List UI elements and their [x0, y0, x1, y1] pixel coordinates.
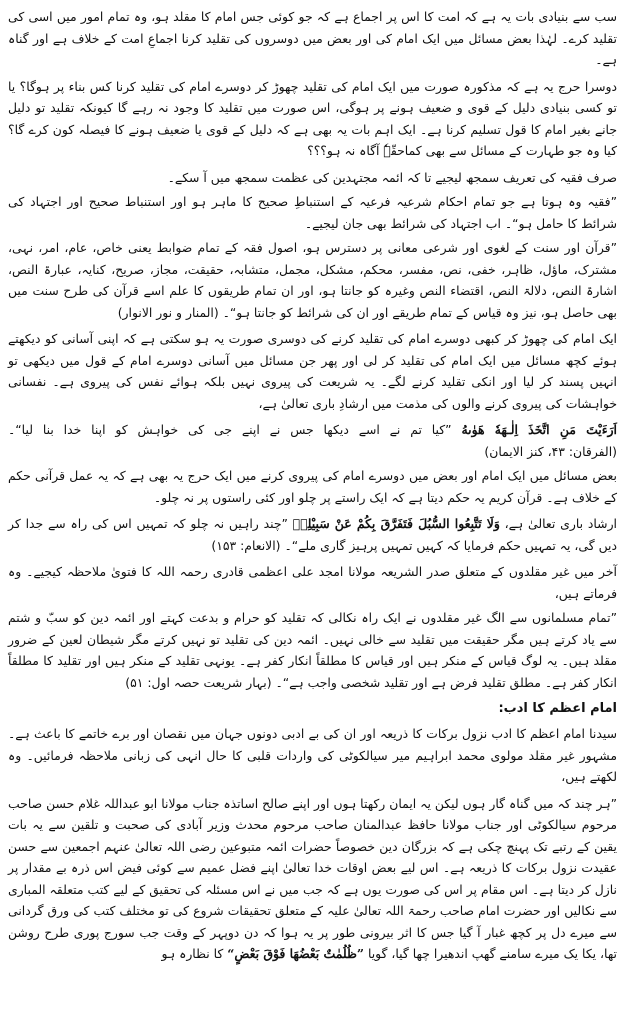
- verse-furqan-arabic: اَرَءَیْتَ مَنِ اتَّخَذَ اِلٰـهَهٗ هَوٰىهُ: [461, 422, 617, 437]
- paragraph-fatwa-quote: ”تمام مسلمانوں سے الگ غیر مقلدوں نے ایک راہ نکالی کہ تقلید کو حرام و بدعت کہتے اور ائمہ دین کو سبّ و شتم سے یاد کرتے ہیں مگر حقیقت میں تقلید سے خالی نہیں۔ ائمہ دین کی تقلید تو نہیں کرتے مگر شیطان لعین کے ضرور مقلد ہیں۔ یہ لوگ قیاس کے منکر ہیں اور قیاس کا مطلقاً انکار کفر ہے۔ یونہی تقلید کے منکر ہیں اور تقلید کا مطلقاً انکار کفر ہے۔ مطلق تقلید فرض ہے اور تقلید شخصی واجب ہے“۔ (بہار شریعت حصہ اول: ۵۱): [8, 610, 617, 690]
- verse-anam-lead: ارشاد باری تعالیٰ ہے،: [504, 516, 617, 531]
- verse-anam-arabic: وَلَا تَتَّبِعُوا السُّبُلَ فَتَفَرَّقَ بِكُمْ عَنْ سَبِيْلِهٖ: [292, 516, 500, 531]
- sialkoti-quote-text: ”ہر چند کہ میں گناہ گار ہوں لیکن یہ ایمان رکھتا ہوں اور اپنے صالح اساتذہ جناب مولانا ابو عبداللہ غلام حسن صاحب مرحوم سیالکوٹی اور جناب مولانا حافظ عبدالمنان صاحب مرحوم محدث وزیر آبادی کی صحبت و تلقین سے یہ بات یقین کے رتبے تک پہنچ چکی ہے کہ بزرگان دین خصوصاً حضرات ائمہ متبوعین رضی اللہ تعالیٰ عنہم اجمعین سے حسن عقیدت نزول برکات کا ذریعہ ہے۔ اس لیے بعض اوقات خدا تعالیٰ اپنے فضل عمیم سے کوئی فیض اس ذرہ بے مقدار پر نازل کر دیتا ہے۔ اس مقام پر اس کی صورت یوں ہے کہ جب میں نے اس مسئلہ کی تحقیق کے لیے کتب متعلقہ المباری سے نکالیں اور حضرت امام صاحب رحمۃ اللہ تعالیٰ علیہ کے متعلق تحقیقات شروع کی تو مختلف کتب کی ورق گردانی سے میرے دل پر کچھ غبار آ گیا جس کا اثر بیرونی طور پر یہ ہوا کہ دن دوپہر کے وقت جب سورج پوری طرح روشن تھا، یکا یک میرے سامنے گھپ اندھیرا چھا گیا، گویا: [8, 795, 617, 961]
- verse-anam: [8, 513, 617, 556]
- verse-furqan: [8, 419, 617, 462]
- verse-furqan-reference: (الفرقان: ۴۳، کنز الایمان): [484, 443, 617, 459]
- paragraph-second-problem: دوسرا حرج یہ ہے کہ مذکورہ صورت میں ایک امام کی تقلید چھوڑ کر دوسرے امام کی تقلید کرنا کس بناء پر ہوگا؟ یا تو کسی بنیادی دلیل کے قوی و ضعیف ہونے پر ہوگی، اس صورت میں تقلید کا وجود نہ رہے گا کیونکہ تقلید تو دلیل جانے بغیر امام کا قول تسلیم کرنا ہے۔ ایک اہم بات یہ بھی ہے کہ دلیل کے قوی یا ضعیف ہونے کا فیصلہ کون کرے گا؟ کیا وہ جو طہارت کے مسائل سے بھی کماحقّہٗ آگاہ نہ ہو؟؟؟: [8, 78, 617, 158]
- paragraph-second-form: ایک امام کی چھوڑ کر کبھی دوسرے امام کی تقلید کرنے کی دوسری صورت یہ ہو سکتی ہے کہ اپنی آسانی کو دیکھتے ہوئے کچھ مسائل میں ایک امام کی تقلید کر لی اور پھر جن مسائل میں آسانی دوسرے امام کے قول میں دیکھی تو انہیں پسند کر لیا اور انکی تقلید کرنے لگے۔ یہ شریعت کی پیروی نہیں بلکہ ہوائے نفس کی پیروی ہے۔ نفسانی خواہشات کی پیروی کرنے والوں کی مذمت میں ارشادِ باری تعالیٰ ہے،: [8, 331, 617, 411]
- verse-furqan-translation: ”کیا تم نے اسے دیکھا جس نے اپنے جی کی خواہش کو اپنا خدا بنا لیا“۔: [8, 422, 452, 437]
- paragraph-faqih-intro: صرف فقیہ کی تعریف سمجھ لیجیے تا کہ ائمہ مجتہدین کی عظمت سمجھ میں آ سکے۔: [167, 169, 617, 185]
- paragraph-ijma: سب سے بنیادی بات یہ ہے کہ امت کا اس پر اجماع ہے کہ جو کوئی جس امام کا مقلد ہو، وہ تمام امور میں اسی کی تقلید کرے۔ لہٰذا بعض مسائل میں ایک امام کی اور بعض میں دوسروں کی تقلید کرنا اجماعِ امت کے خلاف ہے اور گناہ ہے۔: [8, 9, 617, 67]
- closing-arabic-phrase: ”ظُلُمٰتٌ بَعْضُهَا فَوْقَ بَعْضٍ“: [227, 946, 364, 961]
- paragraph-quran-command: بعض مسائل میں ایک امام اور بعض میں دوسرے امام کی پیروی کرنے میں ایک حرج یہ بھی ہے کہ یہ عمل قرآنی حکم کے خلاف ہے۔ قرآن کریم یہ حکم دیتا ہے کہ ایک راستے پر چلو اور کئی راستوں پر نہ چلو۔: [8, 468, 617, 505]
- closing-tail-text: کا نظارہ ہو: [161, 946, 224, 961]
- verse-anam-reference: (الانعام: ۱۵۳): [211, 537, 281, 553]
- paragraph-faqih-definition: ”فقیہ وہ ہوتا ہے جو تمام احکام شرعیہ فرعیہ کے استنباطِ صحیح کا ماہر ہو اور استنباط صحیح اور اجتہاد کی شرائط کا حامل ہو“۔ اب اجتہاد کی شرائط بھی جان لیجیے۔: [8, 194, 617, 231]
- paragraph-sialkoti-quote: [8, 793, 617, 965]
- paragraph-fatwa-intro: آخر میں غیر مقلدوں کے متعلق صدر الشریعہ مولانا امجد علی اعظمی قادری رحمہ اللہ کا فتویٰ ملاحظہ کیجیے۔ وہ فرماتے ہیں،: [8, 564, 617, 601]
- section-heading-adab: امام اعظم کا ادب:: [498, 701, 617, 716]
- paragraph-ijtihad-conditions: ”قرآن اور سنت کے لغوی اور شرعی معانی پر دسترس ہو، اصول فقہ کے تمام ضوابط یعنی خاص، عام، امر، نہی، مشترک، ماؤل، ظاہر، خفی، نص، مفسر، محکم، مشکل، مجمل، متشابہ، حقیقت، مجاز، صریح، کنایہ، عبارۃ النص، اشارۃ النص، دلالۃ النص، اقتضاء النص وغیرہ کو جانتا ہو، اور ان تمام طریقوں کا علم اسے قرآن کی طرح سنت میں بھی حاصل ہو، نیز وہ قیاس کے تمام طریقے اور ان کی شرائط کو جانتا ہو“۔ (المنار و نور الانوار): [8, 240, 617, 320]
- paragraph-adab-intro: سیدنا امام اعظم کا ادب نزول برکات کا ذریعہ اور ان کی بے ادبی دونوں جہان میں نقصان اور برے خاتمے کا باعث ہے۔ مشہور غیر مقلد مولوی محمد ابراہیم میر سیالکوٹی کی واردات قلبی کا حال انہی کی زبانی ملاحظہ فرمائیں۔ وہ لکھتے ہیں،: [8, 726, 617, 784]
- verse-anam-translation: ”چند راہیں نہ چلو کہ تمہیں اس کی راہ سے جدا کر دیں گی، یہ تمہیں حکم فرمایا کہ کہیں تمہیں پرہیز گاری ملے“۔: [8, 516, 617, 553]
